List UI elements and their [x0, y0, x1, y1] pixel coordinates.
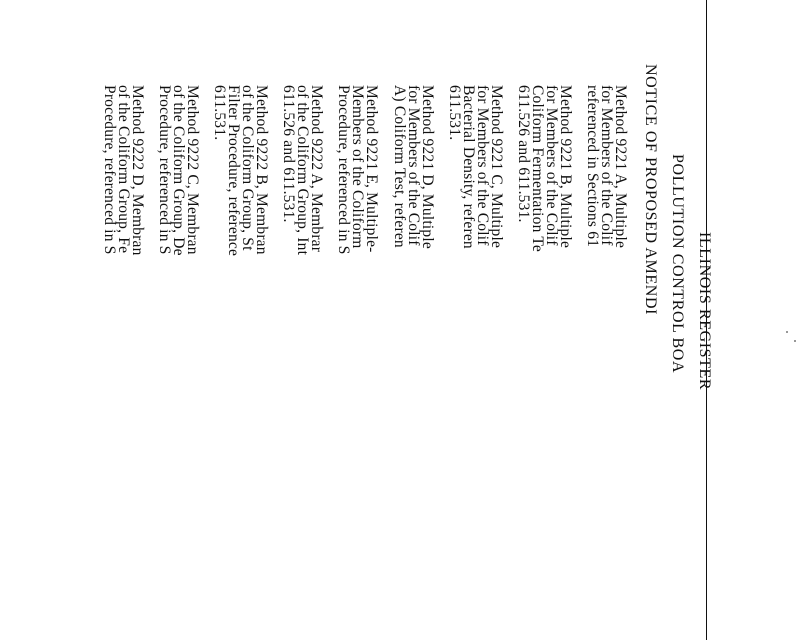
text-line: Members of the Coliform [349, 85, 366, 249]
notice-title: NOTICE OF PROPOSED AMENDI [642, 64, 659, 316]
text-line: Method 9222 B, Membran [253, 85, 270, 255]
text-line: Method 9221 D, Multiple [419, 85, 436, 249]
text-line: 611.526 and 611.531. [515, 85, 532, 223]
text-line: Procedure, referenced in S [101, 85, 118, 255]
scan-speck [794, 340, 796, 342]
rotated-document-page [73, 0, 713, 640]
text-line: of the Coliform Group, St [239, 85, 256, 251]
text-line: Method 9221 A, Multiple [612, 85, 629, 249]
text-line: Procedure, referenced in S [335, 85, 352, 255]
text-line: Method 9222 D, Membran [129, 85, 146, 256]
text-line: Filter Procedure, reference [225, 85, 242, 257]
text-line: Coliform Fermentation Te [529, 85, 546, 253]
text-line: Method 9221 B, Multiple [557, 85, 574, 249]
text-line: 611.531. [446, 85, 463, 141]
text-line: for Members of the Colif [543, 85, 560, 246]
text-line: for Members of the Colif [405, 85, 422, 246]
text-line: of the Coliform Group, De [170, 85, 187, 256]
scan-speck [786, 331, 788, 333]
text-line: referenced in Sections 61 [584, 85, 601, 248]
text-line: of the Coliform Group, Fe [115, 85, 132, 254]
text-line: Method 9222 C, Membran [184, 85, 201, 255]
text-line: Method 9221 C, Multiple [488, 85, 505, 249]
text-line: of the Coliform Group, Int [294, 85, 311, 256]
text-line: 611.526 and 611.531. [280, 85, 297, 223]
text-line: Procedure, referenced in S [156, 85, 173, 255]
text-line: 611.531. [211, 85, 228, 141]
board-title: POLLUTION CONTROL BOA [669, 154, 686, 374]
text-line: Bacterial Density, referen [460, 85, 477, 249]
text-line: for Members of the Colif [598, 85, 615, 246]
text-line: Method 9222 A, Membrar [308, 85, 325, 253]
text-line: A) Coliform Test, referen [391, 85, 408, 248]
text-line: for Members of the Colif [474, 85, 491, 246]
register-header: ILLINOIS REGISTER [696, 232, 713, 391]
text-line: Method 9221 E, Multiple- [363, 85, 380, 253]
